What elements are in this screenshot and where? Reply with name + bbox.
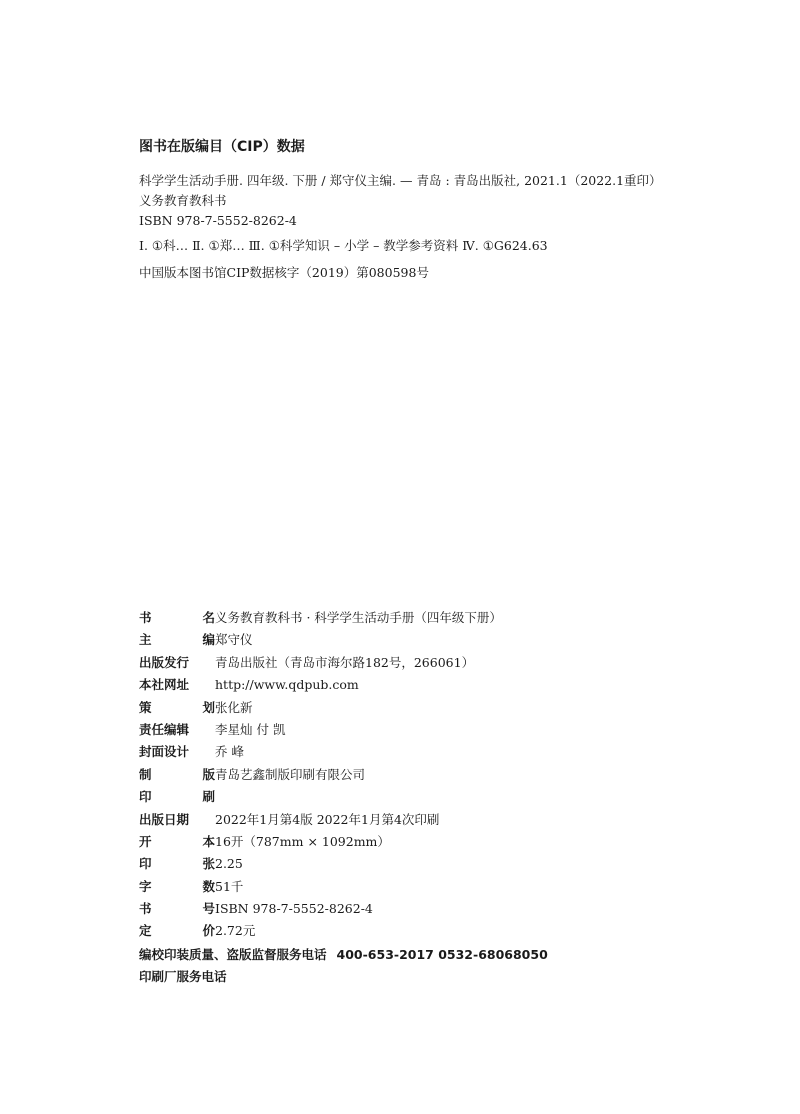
colophon-row <box>139 765 759 787</box>
colophon-label <box>139 832 215 850</box>
colophon-row <box>139 877 759 899</box>
colophon-label-part: 书 <box>139 901 152 917</box>
colophon-label <box>139 810 215 828</box>
colophon-row <box>139 742 759 764</box>
colophon-row <box>139 698 759 720</box>
quality-hotline-numbers: 400-653-2017 0532-68068050 <box>336 946 548 962</box>
colophon-row <box>139 854 759 876</box>
cip-isbn-line: ISBN 978-7-5552-8262-4 <box>139 213 297 228</box>
colophon-label-part: 开 <box>139 833 152 849</box>
colophon-label-part: 定 <box>139 923 152 939</box>
colophon-label-part: 印 <box>139 789 152 805</box>
colophon-value: 乔 峰 <box>215 744 244 760</box>
colophon-row <box>139 810 759 832</box>
colophon-value: http://www.qdpub.com <box>215 677 359 693</box>
colophon-label-part: 字 <box>139 878 152 894</box>
colophon-row <box>139 675 759 697</box>
colophon-row <box>139 787 759 809</box>
printer-hotline: 印刷厂服务电话 <box>139 969 227 985</box>
colophon-label-part: 划 <box>202 699 215 715</box>
colophon-label-part: 出版日期 <box>139 811 190 827</box>
cip-series-line: 义务教育教科书 <box>139 193 227 208</box>
cip-block <box>139 136 759 283</box>
quality-hotline <box>139 944 759 966</box>
colophon-label <box>139 899 215 917</box>
colophon-label-part: 编 <box>202 632 215 648</box>
colophon-label-part: 数 <box>202 878 215 894</box>
colophon-value: 义务教育教科书 · 科学学生活动手册（四年级下册） <box>215 610 502 625</box>
colophon-label-part: 封面设计 <box>139 744 190 760</box>
colophon-value: ISBN 978-7-5552-8262-4 <box>215 901 373 917</box>
colophon-label <box>139 854 215 872</box>
colophon-label-part: 书 <box>139 610 152 625</box>
colophon-label <box>139 921 215 939</box>
colophon-row <box>139 608 759 630</box>
colophon-label-part: 张 <box>202 856 215 872</box>
colophon-label <box>139 877 215 895</box>
colophon-row <box>139 921 759 943</box>
colophon-label-part: 印 <box>139 856 152 872</box>
colophon-value: 张化新 <box>215 699 253 715</box>
colophon-rows <box>139 608 759 944</box>
colophon-value: 2.72元 <box>215 923 256 939</box>
colophon-value: 李星灿 付 凯 <box>215 721 286 737</box>
quality-hotline-label: 编校印装质量、盗版监督服务电话 <box>139 946 327 962</box>
colophon-label-part: 策 <box>139 699 152 715</box>
colophon-label-part: 号 <box>202 901 215 917</box>
colophon-label-part: 责任编辑 <box>139 721 190 737</box>
cip-bibliographic-line: 科学学生活动手册. 四年级. 下册 / 郑守仪主编. — 青岛 : 青岛出版社, 2021.1（2022.1重印） <box>139 173 662 188</box>
colophon-row <box>139 899 759 921</box>
colophon-label <box>139 630 215 648</box>
colophon-label <box>139 675 215 693</box>
colophon-label <box>139 608 215 626</box>
colophon-value: 2.25 <box>215 856 243 872</box>
colophon-label-part: 制 <box>139 766 152 782</box>
colophon-block <box>139 608 759 989</box>
cip-subject-line: Ⅰ. ①科… Ⅱ. ①郑… Ⅲ. ①科学知识 – 小学 – 教学参考资料 Ⅳ. ①G624.63 <box>139 238 548 253</box>
colophon-value: 青岛艺鑫制版印刷有限公司 <box>215 766 366 782</box>
colophon-value: 16开（787mm × 1092mm） <box>215 833 390 849</box>
colophon-row <box>139 832 759 854</box>
colophon-label-part: 本 <box>202 833 215 849</box>
colophon-row <box>139 630 759 652</box>
colophon-row <box>139 653 759 675</box>
cip-record-number: 中国版本图书馆CIP数据核字（2019）第080598号 <box>139 265 429 280</box>
colophon-label-part: 出版发行 <box>139 654 190 670</box>
colophon-label <box>139 720 215 738</box>
colophon-value: 2022年1月第4版 2022年1月第4次印刷 <box>215 811 440 827</box>
colophon-label-part: 主 <box>139 632 152 648</box>
colophon-label-part: 版 <box>202 766 215 782</box>
colophon-label-part: 名 <box>202 610 215 625</box>
colophon-row <box>139 720 759 742</box>
colophon-value: 51千 <box>215 878 244 894</box>
colophon-label <box>139 698 215 716</box>
colophon-label-part: 刷 <box>202 789 215 805</box>
colophon-label-part: 价 <box>202 923 215 939</box>
colophon-label <box>139 787 215 805</box>
colophon-label <box>139 742 215 760</box>
colophon-label-part: 本社网址 <box>139 677 190 693</box>
colophon-label <box>139 765 215 783</box>
colophon-label <box>139 653 215 671</box>
cip-title: 图书在版编目（CIP）数据 <box>139 139 305 155</box>
colophon-value: 青岛出版社（青岛市海尔路182号，266061） <box>215 654 475 670</box>
colophon-value: 郑守仪 <box>215 632 253 648</box>
